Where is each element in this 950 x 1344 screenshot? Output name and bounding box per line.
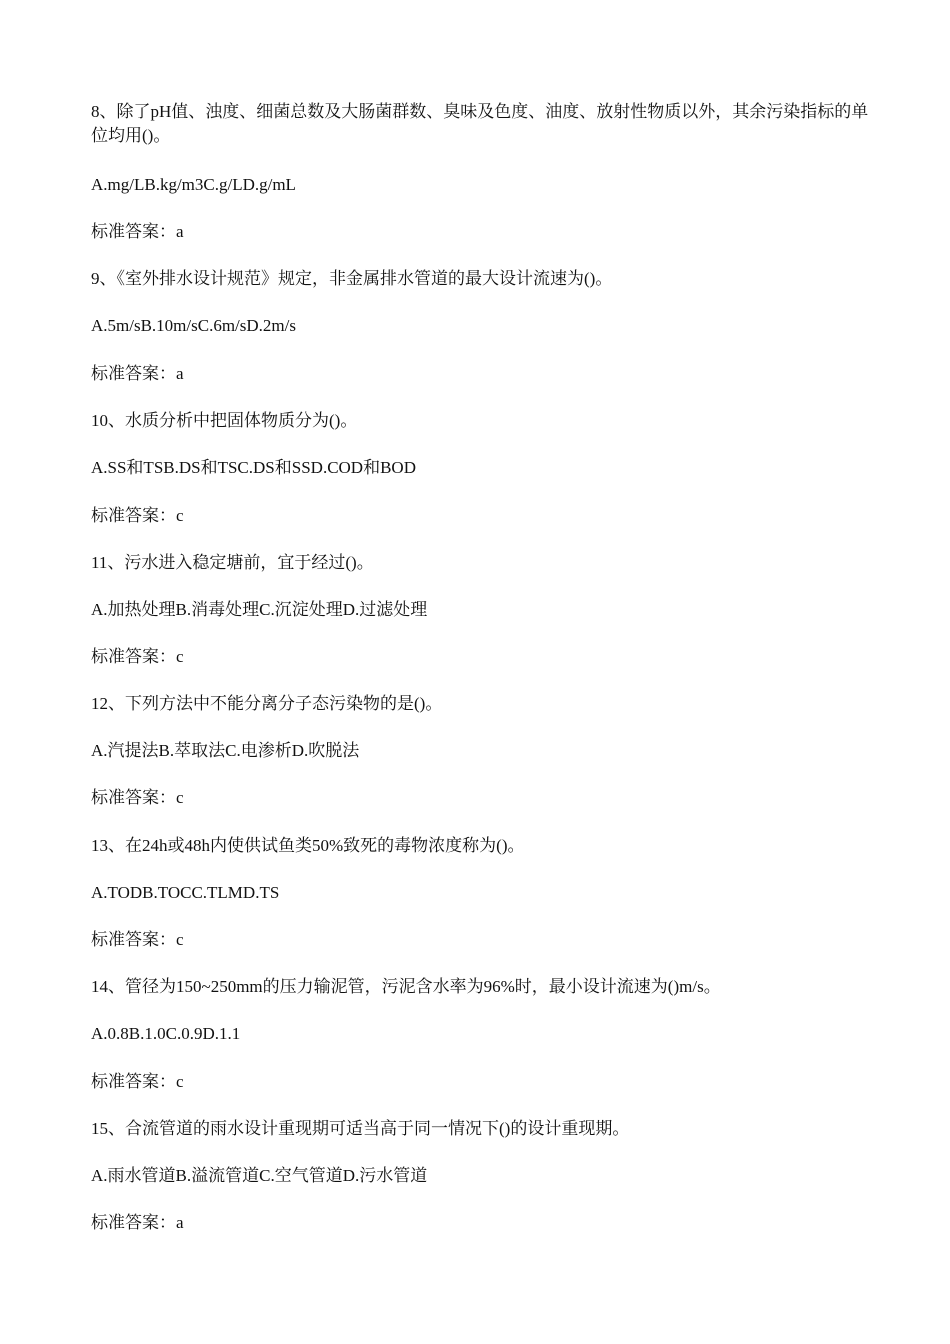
question-answer: 标准答案：c	[91, 506, 184, 525]
question-answer: 标准答案：c	[91, 1072, 184, 1091]
question-11-answer	[91, 645, 871, 669]
question-15-answer	[91, 1211, 871, 1235]
question-options: A.5m/sB.10m/sC.6m/sD.2m/s	[91, 316, 296, 335]
question-14-options	[91, 1022, 871, 1046]
question-12-answer	[91, 786, 871, 810]
question-11-options	[91, 598, 871, 622]
question-answer: 标准答案：c	[91, 647, 184, 666]
question-9-options	[91, 314, 871, 338]
question-8-options	[91, 173, 871, 197]
question-8-answer	[91, 220, 871, 244]
question-15	[91, 1117, 871, 1141]
question-15-options	[91, 1164, 871, 1188]
question-answer: 标准答案：a	[91, 222, 184, 241]
question-8	[91, 100, 871, 148]
question-13-answer	[91, 928, 871, 952]
question-stem: 14、管径为150~250mm的压力输泥管，污泥含水率为96%时，最小设计流速为()m/s。	[91, 977, 721, 996]
question-answer: 标准答案：a	[91, 1213, 184, 1232]
question-9	[91, 267, 871, 291]
question-options: A.mg/LB.kg/m3C.g/LD.g/mL	[91, 175, 296, 194]
question-options: A.0.8B.1.0C.0.9D.1.1	[91, 1024, 241, 1043]
question-options: A.雨水管道B.溢流管道C.空气管道D.污水管道	[91, 1166, 428, 1185]
question-12-options	[91, 739, 871, 763]
question-options: A.SS和TSB.DS和TSC.DS和SSD.COD和BOD	[91, 458, 416, 477]
question-stem: 8、除了pH值、浊度、细菌总数及大肠菌群数、臭味及色度、油度、放射性物质以外，其余污染指标的单位均用()。	[91, 102, 869, 145]
question-10	[91, 409, 871, 433]
question-10-options	[91, 456, 871, 480]
question-stem: 9、《室外排水设计规范》规定，非金属排水管道的最大设计流速为()。	[91, 269, 613, 288]
question-answer: 标准答案：a	[91, 364, 184, 383]
question-9-answer	[91, 362, 871, 386]
question-answer: 标准答案：c	[91, 930, 184, 949]
question-13-options	[91, 881, 871, 905]
question-10-answer	[91, 504, 871, 528]
question-answer: 标准答案：c	[91, 788, 184, 807]
question-stem: 10、水质分析中把固体物质分为()。	[91, 411, 358, 430]
question-11	[91, 551, 871, 575]
question-14	[91, 975, 871, 999]
question-options: A.加热处理B.消毒处理C.沉淀处理D.过滤处理	[91, 600, 428, 619]
question-13	[91, 834, 871, 858]
question-stem: 13、在24h或48h内使供试鱼类50%致死的毒物浓度称为()。	[91, 836, 525, 855]
question-stem: 11、污水进入稳定塘前，宜于经过()。	[91, 553, 374, 572]
question-14-answer	[91, 1070, 871, 1094]
question-12	[91, 692, 871, 716]
question-stem: 15、合流管道的雨水设计重现期可适当高于同一情况下()的设计重现期。	[91, 1119, 630, 1138]
question-stem: 12、下列方法中不能分离分子态污染物的是()。	[91, 694, 443, 713]
question-options: A.TODB.TOCC.TLMD.TS	[91, 883, 280, 902]
question-options: A.汽提法B.萃取法C.电渗析D.吹脱法	[91, 741, 360, 760]
